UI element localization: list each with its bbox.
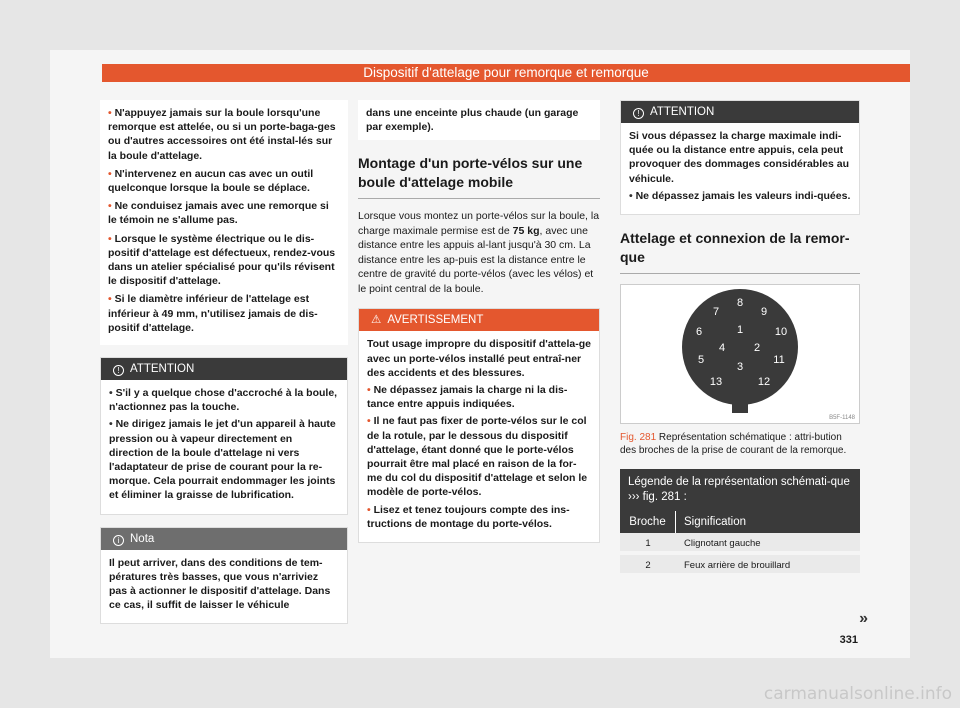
section-heading: Attelage et connexion de la remor-que [620,229,860,274]
attention-item: • S'il y a quelque chose d'accroché à la boule, n'actionnez pas la touche. [109,387,338,414]
pin-legend-table [620,469,860,577]
bullet-item: • N'intervenez en aucun cas avec un outil quelconque lorsque la boule se déplace. [108,167,314,195]
pin-label: 9 [760,306,768,319]
pin-label: 2 [753,342,761,355]
bullet-item: • Ne conduisez jamais avec une remorque si le témoin ne s'allume pas. [108,200,329,227]
attention-box [100,357,348,515]
attention-intro: Si vous dépassez la charge maximale indi-quée ou la distance entre appuis, cela peut provoquer des dommages considérables au véhicule. [629,130,849,185]
figure-code: B5F-1148 [829,415,855,422]
bullet-item: • Si le diamètre inférieur de l'attelage est inférieur à 49 mm, n'utilisez jamais de dis-positif d'attelage. [108,293,318,334]
warning-item: • Il ne faut pas fixer de porte-vélos sur le col de la rotule, par le dessous du dispositif d'attelage, étant donné que le porte-vélos pourrait être mal placé en raison de la for-me du col du dispositif d'attelage et selon le modèle de porte-vélos. [367,415,588,499]
nota-text: Il peut arriver, dans des conditions de tem-pératures très basses, que vous n'arriviez pas à actionner le dispositif d'attelage. Dans ce cas, il suffit de laisser le véhicule [109,556,331,612]
warning-triangle-icon: ⚠ [371,314,382,327]
warning-header: ⚠ AVERTISSEMENT [359,309,599,331]
table-title: Légende de la représentation schémati-que ››› fig. 281 : [620,469,860,511]
column-2 [358,100,600,543]
attention-box [620,100,860,215]
continue-mark: » [859,610,868,627]
page-number: 331 [839,634,858,646]
warning-bullets [100,100,348,345]
pin-label: 4 [718,342,726,355]
attention-item: • Ne dirigez jamais le jet d'un appareil à haute pression ou à vapeur directement en direction de la boule d'attelage ni vers l'adaptateur de prise de courant pour la re-morque. Cela pourrait endommager les joints et éliminer la graisse de lubrification. [109,418,336,502]
continued-text: dans une enceinte plus chaude (un garage par exemple). [358,100,600,140]
info-circle-icon: ! [113,365,124,376]
pin-label: 7 [712,306,720,319]
manual-page [50,50,910,658]
watermark: carmanualsonline.info [763,684,952,704]
attention-header: ! ATTENTION [101,358,347,380]
warning-box [358,308,600,543]
table-header: Broche Signification [620,511,860,533]
pin-label: 3 [736,361,744,374]
column-1 [100,100,348,624]
section-banner: Dispositif d'attelage pour remorque et remorque [102,64,910,82]
column-3 [620,100,860,577]
info-icon: i [113,535,124,546]
pin-label: 11 [773,354,785,367]
attention-item: • Ne dépassez jamais les valeurs indi-quées. [629,189,851,202]
pin-label: 12 [757,376,771,389]
nota-header: i Nota [101,528,347,550]
info-circle-icon: ! [633,108,644,119]
nota-box [100,527,348,625]
socket-figure [620,284,860,424]
socket-diagram [621,285,859,423]
pin-label: 13 [709,376,723,389]
bullet-item: • N'appuyez jamais sur la boule lorsqu'une remorque est attelée, ou si un porte-baga-ges ou d'autres accessoires ont été instal-lés sur la boule d'attelage. [108,107,336,162]
warning-item: • Lisez et tenez toujours compte des ins-tructions de montage du porte-vélos. [367,503,570,530]
pin-label: 8 [736,297,744,310]
warning-item: • Ne dépassez jamais la charge ni la dis-tance entre appuis indiquées. [367,384,568,411]
attention-header: ! ATTENTION [621,101,859,123]
body-paragraph: Lorsque vous montez un porte-vélos sur la boule, la charge maximale permise est de 75 kg, avec une distance entre les appuis al-lant jusqu'à 30 cm. La distance entre les ap-puis est la distance entre le centre de gravité du porte-vélos (avec les vélos) et le point central de la boule. [358,210,600,295]
pin-label: 1 [736,324,744,337]
bullet-item: • Lorsque le système électrique ou le dis-positif d'attelage est défectueux, rendez-vous dans un atelier spécialisé pour qu'ils révisent le dispositif d'attelage. [108,232,336,288]
pin-label: 5 [697,354,705,367]
pin-label: 6 [695,326,703,339]
pin-label: 10 [774,326,788,339]
warning-intro: Tout usage impropre du dispositif d'attela-ge avec un porte-vélos installé peut entraî-ner des accidents et des blessures. [367,338,591,379]
table-row: 1 Clignotant gauche [620,533,860,555]
section-heading: Montage d'un porte-vélos sur une boule d'attelage mobile [358,154,600,199]
figure-caption: Fig. 281 Représentation schématique : attri-bution des broches de la prise de courant de la remorque. [620,432,847,456]
table-row: 2 Feux arrière de brouillard [620,555,860,577]
